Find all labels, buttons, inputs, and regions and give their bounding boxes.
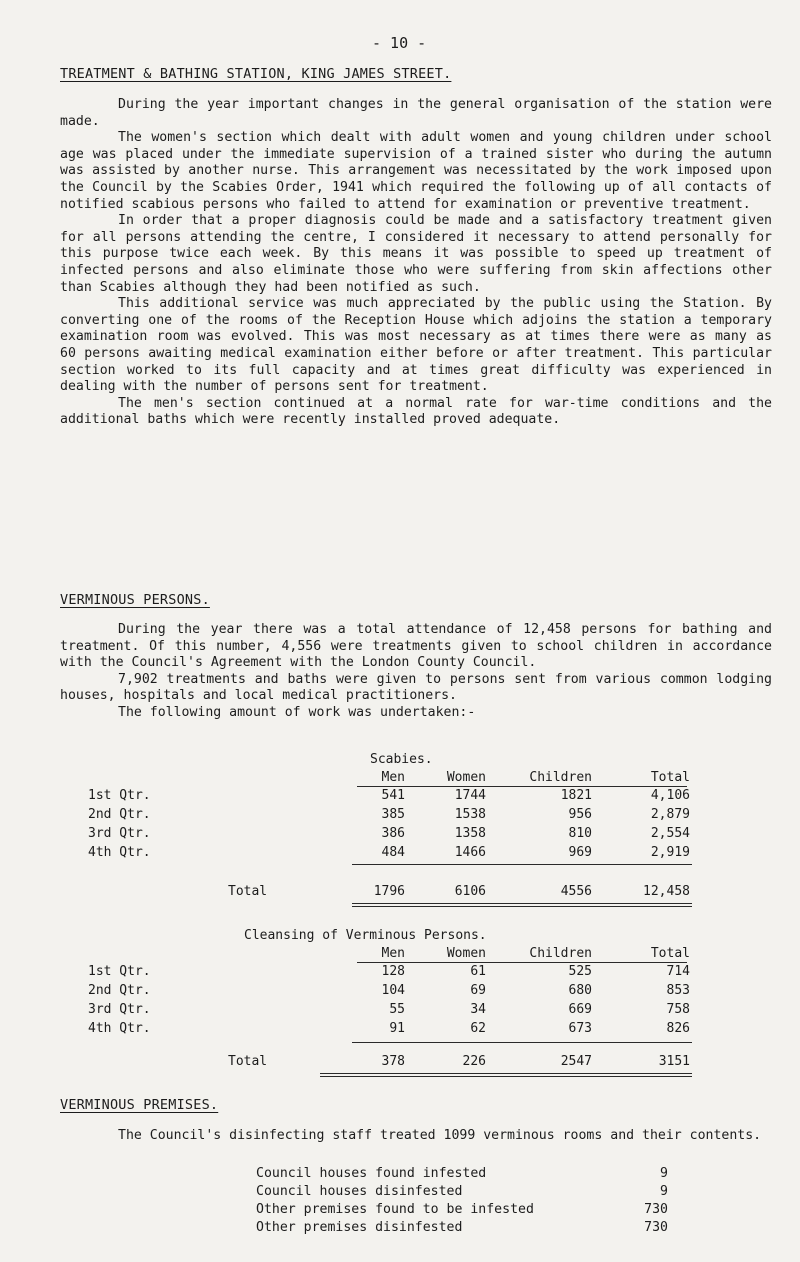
page-number: - 10 - [372,34,427,52]
intro-section [60,97,772,429]
verminous-persons-heading: VERMINOUS PERSONS. [60,592,210,608]
premises-item-label: Other premises disinfested [256,1220,463,1235]
cleansing-cell: 669 [568,1002,592,1017]
scabies-row-label: 2nd Qtr. [88,807,151,822]
cleansing-total-rule [320,1073,692,1074]
cleansing-table-title: Cleansing of Verminous Persons. [244,928,487,943]
cleansing-header-rule [357,962,687,963]
verminous-persons-paragraph: During the year there was a total attendance of 12,458 persons for bathing and treatment. Of this number, 4,556 were treatments given to school children in accordance with the Council's Agreement with the London County Council. [60,622,772,671]
cleansing-row-label: 4th Qtr. [88,1021,151,1036]
cleansing-total-rule [320,1076,692,1077]
scabies-cell: 4,106 [650,788,690,803]
scabies-cell: 810 [568,826,592,841]
cleansing-cell: 826 [666,1021,690,1036]
cleansing-cell: 758 [666,1002,690,1017]
scabies-cell: 1466 [454,845,486,860]
scabies-row-label: 4th Qtr. [88,845,151,860]
scabies-col-total: Total [650,770,690,785]
scabies-col-men: Men [381,770,405,785]
cleansing-cell: 853 [666,983,690,998]
scabies-cell: 2,554 [650,826,690,841]
cleansing-col-women: Women [446,946,486,961]
cleansing-col-children: Children [529,946,592,961]
cleansing-cell: 104 [381,983,405,998]
cleansing-col-total: Total [650,946,690,961]
scabies-sum-rule [352,864,692,865]
scabies-cell: 541 [381,788,405,803]
cleansing-total-cell: 378 [381,1054,405,1069]
verminous-premises-paragraph: The Council's disinfecting staff treated 1099 verminous rooms and their contents. [118,1128,762,1143]
cleansing-row-label: 1st Qtr. [88,964,151,979]
cleansing-cell: 69 [470,983,486,998]
scabies-total-cell: 6106 [454,884,486,899]
premises-item-label: Council houses disinfested [256,1184,463,1199]
scabies-total-cell: 4556 [560,884,592,899]
cleansing-total-cell: 226 [462,1054,486,1069]
scabies-row-label: 3rd Qtr. [88,826,151,841]
cleansing-total-cell: 2547 [560,1054,592,1069]
cleansing-cell: 680 [568,983,592,998]
intro-paragraph: During the year important changes in the general organisation of the station were made. [60,97,772,129]
cleansing-cell: 714 [666,964,690,979]
cleansing-row-label: 2nd Qtr. [88,983,151,998]
premises-item-value: 730 [644,1202,668,1217]
scabies-cell: 484 [381,845,405,860]
scabies-row-label: 1st Qtr. [88,788,151,803]
cleansing-row-label: 3rd Qtr. [88,1002,151,1017]
cleansing-cell: 34 [470,1002,486,1017]
scabies-cell: 386 [381,826,405,841]
verminous-premises-heading: VERMINOUS PREMISES. [60,1097,219,1113]
verminous-persons-paragraph: The following amount of work was undertaken:- [118,704,476,720]
verminous-premises-section [60,1128,772,1145]
cleansing-cell: 673 [568,1021,592,1036]
page-heading: TREATMENT & BATHING STATION, KING JAMES STREET. [60,66,452,82]
premises-item-value: 9 [660,1166,668,1181]
premises-item-value: 9 [660,1184,668,1199]
scabies-col-women: Women [446,770,486,785]
premises-item-label: Council houses found infested [256,1166,487,1181]
intro-paragraph: In order that a proper diagnosis could be made and a satisfactory treatment given for all persons attending the centre, I considered it necessary to attend personally for this purpose twice each week. By this means it was possible to speed up treatment of infected persons and also eliminate those who were suffering from skin affections other than Scabies although they had been notified as such. [60,213,772,295]
scabies-cell: 1358 [454,826,486,841]
scabies-cell: 2,919 [650,845,690,860]
verminous-persons-section [60,622,772,722]
scabies-total-cell: 1796 [373,884,405,899]
cleansing-sum-rule [352,1042,692,1043]
scabies-cell: 1538 [454,807,486,822]
cleansing-total-cell: 3151 [658,1054,690,1069]
scabies-table-title: Scabies. [370,752,433,767]
scabies-cell: 2,879 [650,807,690,822]
scabies-cell: 969 [568,845,592,860]
scabies-total-rule [352,903,692,904]
cleansing-cell: 62 [470,1021,486,1036]
cleansing-cell: 525 [568,964,592,979]
cleansing-cell: 128 [381,964,405,979]
scabies-total-rule [352,906,692,907]
intro-paragraph: The women's section which dealt with adult women and young children under school age was placed under the immediate supervision of a trained sister who during the autumn was assisted by another nurse. This arrangement was necessitated by the work imposed upon the Council by the Scabies Order, 1941 which required the following up of all contacts of notified scabious persons who failed to attend for examination or preventive treatment. [60,130,772,212]
scabies-total-cell: 12,458 [643,884,690,899]
scabies-cell: 385 [381,807,405,822]
scabies-total-label: Total [228,884,268,899]
cleansing-cell: 91 [389,1021,405,1036]
cleansing-cell: 55 [389,1002,405,1017]
intro-paragraph: The men's section continued at a normal rate for war-time conditions and the additional baths which were recently installed proved adequate. [60,395,772,428]
scabies-cell: 1821 [560,788,592,803]
scabies-cell: 956 [568,807,592,822]
intro-paragraph: This additional service was much appreciated by the public using the Station. By converting one of the rooms of the Reception House which adjoins the station a temporary examination room was evolved. This was most necessary as at times there were as many as 60 persons awaiting medical examination either before or after treatment. This particular section worked to its full capacity and at times great difficulty was experienced in dealing with the number of persons sent for treatment. [60,296,772,395]
cleansing-total-label: Total [228,1054,268,1069]
premises-item-value: 730 [644,1220,668,1235]
scabies-col-children: Children [529,770,592,785]
cleansing-cell: 61 [470,964,486,979]
verminous-persons-paragraph: 7,902 treatments and baths were given to persons sent from various common lodging houses, hospitals and local medical practitioners. [60,671,772,704]
cleansing-col-men: Men [381,946,405,961]
scabies-header-rule [357,786,687,787]
scabies-cell: 1744 [454,788,486,803]
premises-item-label: Other premises found to be infested [256,1202,534,1217]
